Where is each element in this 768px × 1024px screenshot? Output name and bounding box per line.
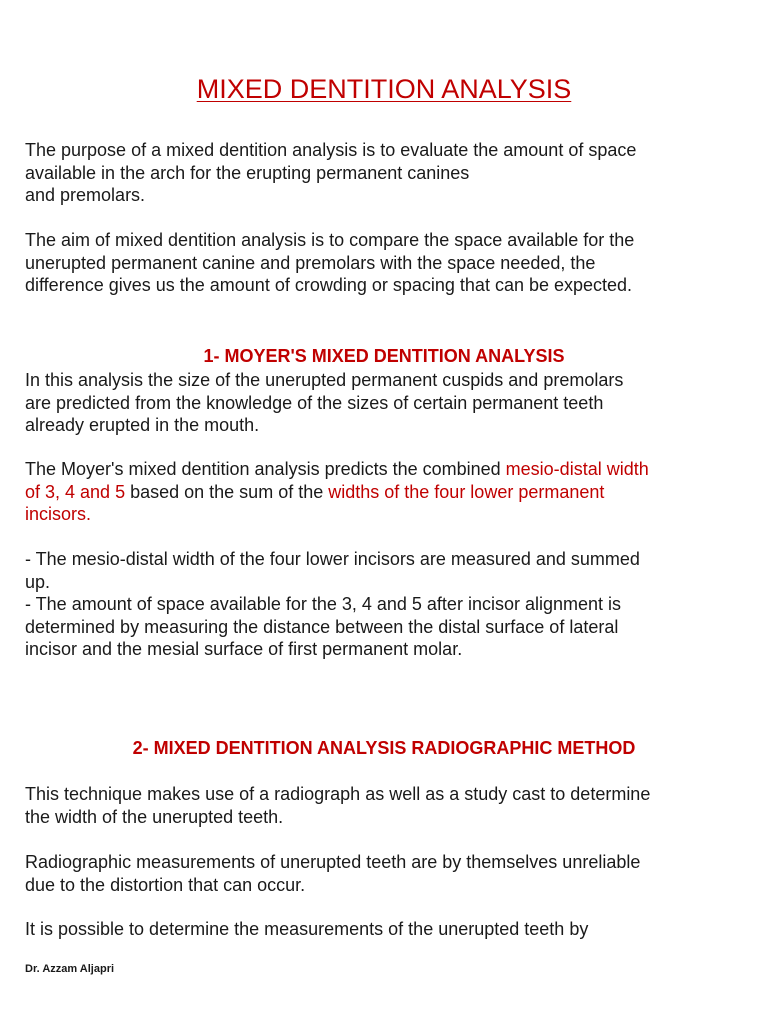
aim-line: unerupted permanent canine and premolars with the space needed, the — [25, 252, 596, 273]
radiographic-reliability-paragraph — [25, 851, 750, 896]
moyers-intro-paragraph — [25, 369, 750, 437]
purpose-line: available in the arch for the erupting permanent canines — [25, 162, 470, 183]
radiographic-intro-paragraph — [25, 783, 750, 828]
moyers-intro-line: In this analysis the size of the unerupted permanent cuspids and premolars — [25, 370, 624, 390]
procedure-line: - The amount of space available for the 3, 4 and 5 after incisor alignment is — [25, 594, 622, 614]
purpose-line: The purpose of a mixed dentition analysis is to evaluate the amount of space — [25, 140, 637, 160]
purpose-line: and premolars. — [25, 185, 146, 205]
plain-text: The Moyer's mixed dentition analysis predicts the combined — [25, 459, 506, 479]
procedure-line: - The mesio-distal width of the four lower incisors are measured and summed — [25, 549, 640, 569]
aim-line: The aim of mixed dentition analysis is to compare the space available for the — [25, 230, 635, 250]
radiographic-line: the width of the unerupted teeth. — [25, 806, 284, 827]
radiographic-line: It is possible to determine the measurements of the unerupted teeth by — [25, 919, 589, 939]
highlighted-text: widths of the four lower permanent — [328, 481, 605, 502]
moyers-prediction-paragraph — [25, 458, 750, 526]
page-title: MIXED DENTITION ANALYSIS — [196, 74, 572, 104]
moyers-intro-line: are predicted from the knowledge of the sizes of certain permanent teeth — [25, 392, 604, 413]
aim-line: difference gives us the amount of crowding or spacing that can be expected. — [25, 275, 633, 295]
radiographic-line: Radiographic measurements of unerupted teeth are by themselves unreliable — [25, 852, 641, 872]
procedure-line: incisor and the mesial surface of first permanent molar. — [25, 639, 463, 659]
radiographic-line: This technique makes use of a radiograph as well as a study cast to determine — [25, 784, 651, 804]
aim-paragraph — [25, 229, 750, 297]
moyers-prediction-line: incisors. — [25, 504, 92, 524]
section-heading-radiographic: 2- MIXED DENTITION ANALYSIS RADIOGRAPHIC METHOD — [132, 738, 636, 758]
moyers-intro-line: already erupted in the mouth. — [25, 415, 260, 435]
radiographic-measurement-paragraph — [25, 918, 750, 941]
author-footer: Dr. Azzam Aljapri — [25, 963, 115, 975]
radiographic-line: due to the distortion that can occur. — [25, 874, 306, 895]
plain-text: based on the sum of the — [125, 481, 329, 502]
moyers-prediction-line — [25, 458, 750, 481]
highlighted-text: mesio-distal width — [505, 459, 649, 479]
section-heading-moyers: 1- MOYER'S MIXED DENTITION ANALYSIS — [203, 346, 565, 366]
highlighted-text: of 3, 4 and 5 — [25, 481, 126, 502]
procedure-line: up. — [25, 571, 51, 592]
procedure-line: determined by measuring the distance between the distal surface of lateral — [25, 616, 619, 637]
purpose-paragraph — [25, 139, 750, 207]
moyers-procedure-paragraph — [25, 548, 750, 661]
moyers-prediction-line — [25, 481, 750, 504]
